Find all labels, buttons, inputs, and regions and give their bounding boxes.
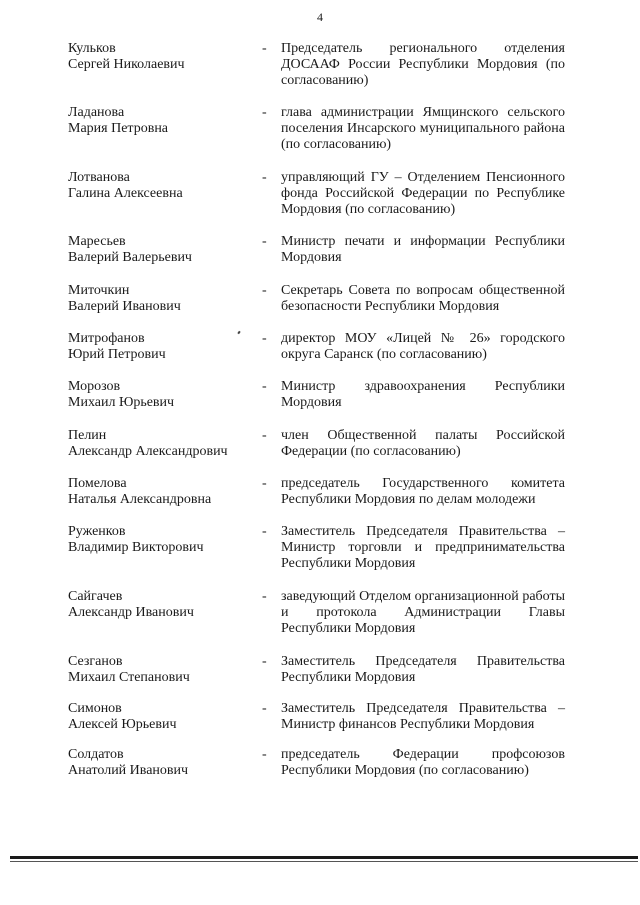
person-given-name: Валерий Валерьевич — [68, 250, 192, 265]
person-name — [68, 428, 258, 460]
person-surname: Маресьев — [68, 234, 126, 249]
person-given-name: Михаил Юрьевич — [68, 395, 175, 410]
person-name — [68, 701, 258, 733]
person-given-name: Александр Иванович — [68, 605, 194, 620]
person-surname: Кульков — [68, 41, 116, 56]
person-role: управляющий ГУ – Отделением Пенсионного фонда Российской Федерации по Республике Мордовия (по согласованию) — [281, 170, 565, 217]
dash-separator: - — [262, 428, 267, 443]
page-number: 4 — [317, 10, 323, 24]
person-surname: Митрофанов — [68, 331, 145, 346]
person-surname: Симонов — [68, 701, 122, 716]
dash-separator: - — [262, 105, 267, 120]
person-name — [68, 476, 258, 508]
dash-separator: - — [262, 589, 267, 604]
person-role: заведующий Отделом организационной работы и протокола Администрации Главы Республики Мордовия — [281, 589, 565, 636]
dash-separator: - — [262, 170, 267, 185]
dash-separator: - — [262, 283, 267, 298]
person-role: председатель Федерации профсоюзов Республики Мордовия (по согласованию) — [281, 747, 565, 778]
dash-separator: - — [262, 654, 267, 669]
dash-separator: - — [262, 524, 267, 539]
person-surname: Сезганов — [68, 654, 123, 669]
person-name — [68, 41, 258, 73]
person-role: Председатель регионального отделения ДОСААФ России Республики Мордовия (по согласованию) — [281, 41, 565, 88]
person-surname: Пелин — [68, 428, 107, 443]
person-surname: Миточкин — [68, 283, 130, 298]
person-surname: Ладанова — [68, 105, 125, 120]
person-given-name: Анатолий Иванович — [68, 763, 189, 778]
person-role: Заместитель Председателя Правительства Республики Мордовия — [281, 654, 565, 685]
bottom-rule-thin — [10, 861, 638, 862]
person-surname: Солдатов — [68, 747, 124, 762]
dash-separator: - — [262, 379, 267, 394]
person-name — [68, 170, 258, 202]
person-name — [68, 105, 258, 137]
person-role: Министр здравоохранения Республики Мордовия — [281, 379, 565, 410]
person-given-name: Мария Петровна — [68, 121, 169, 136]
dash-separator: - — [262, 234, 267, 249]
person-given-name: Михаил Степанович — [68, 670, 190, 685]
person-name — [68, 589, 258, 621]
person-role: председатель Государственного комитета Республики Мордовия по делам молодежи — [281, 476, 565, 507]
person-surname: Руженков — [68, 524, 126, 539]
dash-separator: - — [262, 701, 267, 716]
person-surname: Помелова — [68, 476, 127, 491]
person-given-name: Наталья Александровна — [68, 492, 212, 507]
person-surname: Морозов — [68, 379, 121, 394]
person-given-name: Алексей Юрьевич — [68, 717, 177, 732]
person-name — [68, 331, 258, 363]
dash-separator: - — [262, 747, 267, 762]
person-name — [68, 524, 258, 556]
bottom-rule — [10, 856, 638, 859]
dash-separator: - — [262, 41, 267, 56]
person-given-name: Сергей Николаевич — [68, 57, 185, 72]
person-given-name: Валерий Иванович — [68, 299, 181, 314]
person-name — [68, 234, 258, 266]
person-role: член Общественной палаты Российской Федерации (по согласованию) — [281, 428, 565, 459]
person-name — [68, 379, 258, 411]
person-role: Заместитель Председателя Правительства – Министр финансов Республики Мордовия — [281, 701, 565, 732]
person-role: директор МОУ «Лицей № 26» городского округа Саранск (по согласованию) — [281, 331, 565, 362]
person-role: Министр печати и информации Республики Мордовия — [281, 234, 565, 265]
person-given-name: Юрий Петрович — [68, 347, 166, 362]
person-name — [68, 654, 258, 686]
person-role: Секретарь Совета по вопросам общественной безопасности Республики Мордовия — [281, 283, 565, 314]
person-given-name: Галина Алексеевна — [68, 186, 183, 201]
person-surname: Сайгачев — [68, 589, 123, 604]
person-name — [68, 747, 258, 779]
person-surname: Лотванова — [68, 170, 130, 185]
dash-separator: - — [262, 331, 267, 346]
person-given-name: Александр Александрович — [68, 444, 228, 459]
person-name — [68, 283, 258, 315]
person-role: Заместитель Председателя Правительства – Министр торговли и предпринимательства Республики Мордовия — [281, 524, 565, 571]
person-role: глава администрации Ямщинского сельского поселения Инсарского муниципального района (по согласованию) — [281, 105, 565, 152]
person-given-name: Владимир Викторович — [68, 540, 204, 555]
dash-separator: - — [262, 476, 267, 491]
